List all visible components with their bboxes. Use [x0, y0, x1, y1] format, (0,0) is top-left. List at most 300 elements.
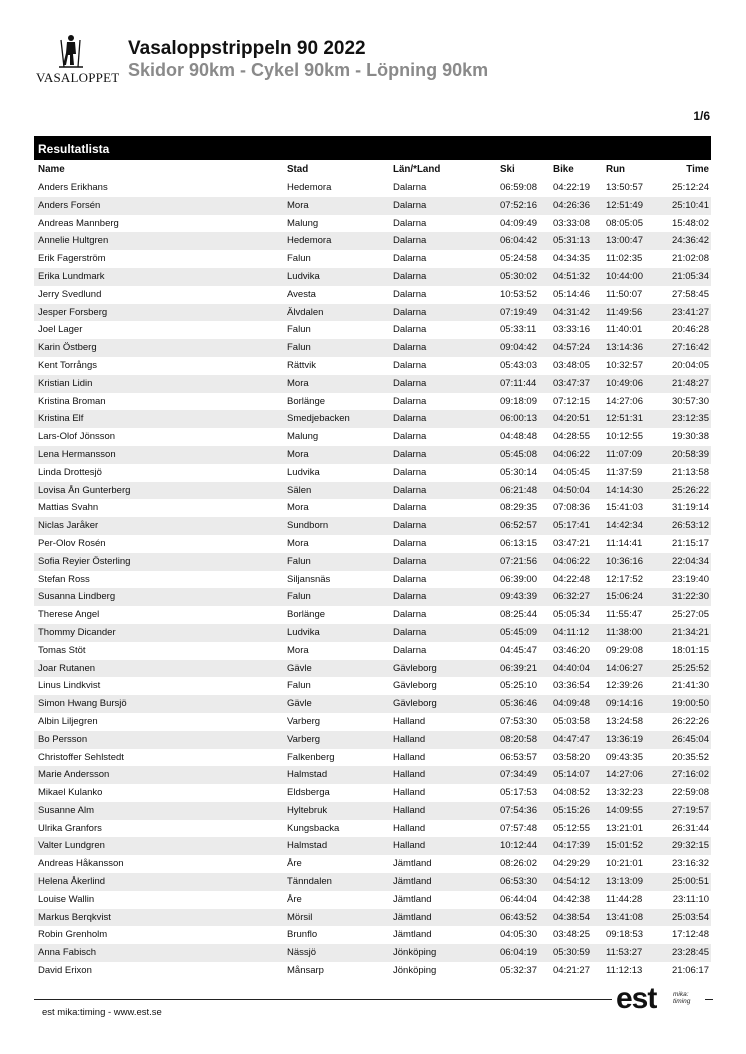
cell-ski: 04:09:49: [500, 217, 537, 229]
cell-time: 25:03:54: [672, 911, 709, 923]
cell-name: Simon Hwang Bursjö: [38, 698, 127, 710]
cell-time: 26:31:44: [672, 822, 709, 834]
cell-time: 21:05:34: [672, 270, 709, 282]
cell-bike: 04:29:29: [553, 858, 590, 870]
table-row: [34, 232, 711, 250]
cell-name: Joar Rutanen: [38, 662, 96, 674]
footer-divider: [34, 999, 612, 1000]
cell-name: Joel Lager: [38, 324, 83, 336]
cell-bike: 04:54:12: [553, 876, 590, 888]
cell-city: Avesta: [287, 288, 316, 300]
cell-region: Dalarna: [393, 502, 427, 514]
cell-run: 10:21:01: [606, 858, 643, 870]
mika-timing-logo: [673, 991, 690, 1005]
cell-run: 11:07:09: [606, 448, 643, 460]
cell-run: 08:05:05: [606, 217, 643, 229]
cell-name: Stefan Ross: [38, 573, 90, 585]
cell-time: 25:25:52: [672, 662, 709, 674]
cell-run: 14:06:27: [606, 662, 643, 674]
cell-city: Åre: [287, 893, 302, 905]
table-row: [34, 446, 711, 464]
cell-name: Linda Drottesjö: [38, 466, 102, 478]
cell-region: Jönköping: [393, 947, 437, 959]
table-row: [34, 944, 711, 962]
cell-name: Sofia Reyier Österling: [38, 555, 131, 567]
cell-ski: 07:21:56: [500, 555, 537, 567]
cell-time: 20:58:39: [672, 448, 709, 460]
cell-run: 13:24:58: [606, 715, 643, 727]
cell-bike: 04:20:51: [553, 413, 590, 425]
cell-time: 24:36:42: [672, 235, 709, 247]
cell-name: Karin Östberg: [38, 342, 97, 354]
skier-icon: [58, 34, 84, 68]
cell-run: 10:49:06: [606, 377, 643, 389]
cell-name: Susanna Lindberg: [38, 591, 116, 603]
timing-label: timing: [673, 998, 691, 1005]
cell-time: 21:02:08: [672, 253, 709, 265]
cell-name: Mattias Svahn: [38, 502, 99, 514]
logo-text: VASALOPPET: [36, 70, 120, 85]
cell-region: Halland: [393, 733, 426, 745]
page-subtitle: Skidor 90km - Cykel 90km - Löpning 90km: [128, 60, 489, 80]
cell-ski: 06:39:00: [500, 573, 537, 585]
table-row: [34, 410, 711, 428]
table-row: [34, 642, 711, 660]
col-city-header: Stad: [287, 164, 309, 175]
cell-region: Halland: [393, 840, 426, 852]
section-bar: Resultatlista: [34, 136, 711, 160]
cell-bike: 03:36:54: [553, 680, 590, 692]
cell-run: 11:44:28: [606, 893, 643, 905]
cell-ski: 05:43:03: [500, 359, 537, 371]
mika-label: mika:: [673, 991, 689, 998]
cell-region: Halland: [393, 751, 426, 763]
cell-city: Mora: [287, 502, 309, 514]
cell-run: 14:27:06: [606, 395, 643, 407]
cell-name: Niclas Jaråker: [38, 520, 99, 532]
cell-time: 23:19:40: [672, 573, 709, 585]
table-row: [34, 802, 711, 820]
cell-ski: 04:05:30: [500, 929, 537, 941]
cell-ski: 07:19:49: [500, 306, 537, 318]
cell-bike: 03:48:25: [553, 929, 590, 941]
cell-bike: 04:09:48: [553, 698, 590, 710]
cell-bike: 05:31:13: [553, 235, 590, 247]
cell-city: Mora: [287, 448, 309, 460]
cell-ski: 05:30:14: [500, 466, 537, 478]
cell-run: 11:50:07: [606, 288, 643, 300]
cell-name: Marie Andersson: [38, 769, 110, 781]
cell-region: Gävleborg: [393, 680, 437, 692]
cell-run: 09:43:35: [606, 751, 643, 763]
cell-region: Halland: [393, 769, 426, 781]
cell-region: Dalarna: [393, 324, 427, 336]
cell-run: 13:13:09: [606, 876, 643, 888]
cell-ski: 09:04:42: [500, 342, 537, 354]
cell-bike: 04:40:04: [553, 662, 590, 674]
cell-city: Älvdalen: [287, 306, 324, 318]
col-bike-header: Bike: [553, 164, 574, 175]
cell-city: Falun: [287, 324, 311, 336]
cell-ski: 09:43:39: [500, 591, 537, 603]
cell-city: Mora: [287, 199, 309, 211]
table-row: [34, 713, 711, 731]
cell-run: 10:44:00: [606, 270, 643, 282]
cell-city: Falkenberg: [287, 751, 335, 763]
table-row: [34, 749, 711, 767]
cell-time: 21:41:30: [672, 680, 709, 692]
cell-region: Dalarna: [393, 448, 427, 460]
cell-city: Falun: [287, 555, 311, 567]
cell-run: 11:37:59: [606, 466, 643, 478]
cell-ski: 07:54:36: [500, 804, 537, 816]
cell-region: Jämtland: [393, 911, 432, 923]
cell-city: Hedemora: [287, 182, 332, 193]
cell-city: Hyltebruk: [287, 804, 328, 816]
cell-name: Anders Erikhans: [38, 182, 108, 193]
table-row: [34, 339, 711, 357]
cell-run: 13:36:19: [606, 733, 643, 745]
cell-city: Smedjebacken: [287, 413, 350, 425]
cell-time: 17:12:48: [672, 929, 709, 941]
cell-name: Kristina Elf: [38, 413, 84, 425]
cell-time: 18:01:15: [672, 644, 709, 656]
cell-region: Dalarna: [393, 395, 427, 407]
cell-run: 12:39:26: [606, 680, 643, 692]
cell-time: 20:35:52: [672, 751, 709, 763]
cell-region: Dalarna: [393, 217, 427, 229]
cell-time: 20:46:28: [672, 324, 709, 336]
cell-bike: 04:50:04: [553, 484, 590, 496]
cell-city: Halmstad: [287, 840, 328, 852]
cell-bike: 04:06:22: [553, 555, 590, 567]
cell-city: Kungsbacka: [287, 822, 340, 834]
cell-city: Ludvika: [287, 626, 320, 638]
cell-city: Tänndalen: [287, 876, 332, 888]
cell-city: Ludvika: [287, 270, 320, 282]
cell-time: 21:15:17: [672, 537, 709, 549]
cell-time: 19:30:38: [672, 431, 709, 443]
cell-city: Siljansnäs: [287, 573, 331, 585]
cell-region: Jämtland: [393, 929, 432, 941]
cell-name: Anders Forsén: [38, 199, 101, 211]
table-row: [34, 962, 711, 980]
cell-run: 13:41:08: [606, 911, 643, 923]
cell-name: Lovisa Ån Gunterberg: [38, 484, 131, 496]
cell-ski: 06:53:30: [500, 876, 537, 888]
cell-ski: 06:52:57: [500, 520, 537, 532]
cell-run: 12:51:31: [606, 413, 643, 425]
table-row: [34, 464, 711, 482]
cell-ski: 06:04:19: [500, 947, 537, 959]
cell-region: Jämtland: [393, 876, 432, 888]
cell-region: Dalarna: [393, 270, 427, 282]
table-row: [34, 695, 711, 713]
cell-bike: 05:30:59: [553, 947, 590, 959]
cell-city: Eldsberga: [287, 787, 330, 799]
table-row: [34, 535, 711, 553]
cell-region: Dalarna: [393, 288, 427, 300]
cell-city: Borlänge: [287, 609, 326, 621]
cell-ski: 06:39:21: [500, 662, 537, 674]
cell-time: 29:32:15: [672, 840, 709, 852]
table-row: [34, 553, 711, 571]
cell-bike: 04:11:12: [553, 626, 590, 638]
cell-name: Lena Hermansson: [38, 448, 116, 460]
cell-name: Annelie Hultgren: [38, 235, 109, 247]
cell-city: Gävle: [287, 698, 312, 710]
cell-bike: 03:33:16: [553, 324, 590, 336]
cell-run: 10:36:16: [606, 555, 643, 567]
cell-ski: 04:45:47: [500, 644, 537, 656]
table-row: [34, 321, 711, 339]
cell-run: 12:51:49: [606, 199, 643, 211]
col-run-header: Run: [606, 164, 626, 175]
cell-bike: 04:26:36: [553, 199, 590, 211]
cell-city: Borlänge: [287, 395, 326, 407]
cell-run: 14:14:30: [606, 484, 643, 496]
table-row: [34, 179, 711, 197]
cell-bike: 05:14:07: [553, 769, 590, 781]
cell-region: Gävleborg: [393, 698, 437, 710]
cell-region: Dalarna: [393, 591, 427, 603]
cell-time: 21:06:17: [672, 965, 709, 977]
cell-name: Susanne Alm: [38, 804, 94, 816]
cell-city: Varberg: [287, 733, 321, 745]
table-row: [34, 499, 711, 517]
cell-region: Dalarna: [393, 520, 427, 532]
vasaloppet-logo: [34, 34, 120, 86]
cell-region: Dalarna: [393, 609, 427, 621]
cell-time: 25:12:24: [672, 182, 709, 193]
cell-name: Robin Grenholm: [38, 929, 108, 941]
cell-region: Halland: [393, 787, 426, 799]
cell-city: Åre: [287, 858, 302, 870]
cell-time: 23:28:45: [672, 947, 709, 959]
table-row: [34, 428, 711, 446]
cell-bike: 04:47:47: [553, 733, 590, 745]
footer-text: est mika:timing - www.est.se: [42, 1007, 162, 1018]
cell-bike: 03:58:20: [553, 751, 590, 763]
table-row: [34, 197, 711, 215]
cell-bike: 03:33:08: [553, 217, 590, 229]
cell-time: 26:22:26: [672, 715, 709, 727]
cell-name: Erika Lundmark: [38, 270, 105, 282]
cell-region: Gävleborg: [393, 662, 437, 674]
cell-region: Halland: [393, 822, 426, 834]
table-row: [34, 393, 711, 411]
cell-city: Malung: [287, 431, 319, 443]
cell-city: Falun: [287, 680, 311, 692]
cell-region: Dalarna: [393, 555, 427, 567]
table-row: [34, 766, 711, 784]
cell-time: 27:16:42: [672, 342, 709, 354]
cell-time: 27:19:57: [672, 804, 709, 816]
cell-bike: 04:28:55: [553, 431, 590, 443]
cell-run: 11:38:00: [606, 626, 643, 638]
cell-name: Albin Liljegren: [38, 715, 98, 727]
cell-bike: 05:03:58: [553, 715, 590, 727]
cell-region: Dalarna: [393, 644, 427, 656]
cell-time: 25:00:51: [672, 876, 709, 888]
cell-name: Kristian Lidin: [38, 377, 93, 389]
cell-name: Jerry Svedlund: [38, 288, 102, 300]
cell-region: Halland: [393, 804, 426, 816]
cell-ski: 05:30:02: [500, 270, 537, 282]
cell-region: Dalarna: [393, 182, 427, 193]
cell-ski: 08:20:58: [500, 733, 537, 745]
cell-name: Markus Berqkvist: [38, 911, 111, 923]
footer-divider-end: [705, 999, 713, 1000]
cell-ski: 05:25:10: [500, 680, 537, 692]
cell-region: Dalarna: [393, 431, 427, 443]
cell-bike: 03:47:37: [553, 377, 590, 389]
cell-name: Linus Lindkvist: [38, 680, 101, 692]
cell-time: 20:04:05: [672, 359, 709, 371]
cell-time: 31:22:30: [672, 591, 709, 603]
cell-name: Ulrika Granfors: [38, 822, 102, 834]
cell-name: Anna Fabisch: [38, 947, 97, 959]
cell-bike: 04:21:27: [553, 965, 590, 977]
cell-ski: 06:43:52: [500, 911, 537, 923]
cell-region: Dalarna: [393, 573, 427, 585]
table-row: [34, 482, 711, 500]
cell-run: 09:18:53: [606, 929, 643, 941]
cell-bike: 04:22:48: [553, 573, 590, 585]
cell-bike: 04:08:52: [553, 787, 590, 799]
table-row: [34, 855, 711, 873]
cell-run: 15:01:52: [606, 840, 643, 852]
cell-city: Ludvika: [287, 466, 320, 478]
cell-bike: 03:48:05: [553, 359, 590, 371]
table-row: [34, 624, 711, 642]
cell-name: Per-Olov Rosén: [38, 537, 106, 549]
table-row: [34, 731, 711, 749]
cell-bike: 05:05:34: [553, 609, 590, 621]
table-row: [34, 926, 711, 944]
cell-city: Rättvik: [287, 359, 317, 371]
cell-run: 10:12:55: [606, 431, 643, 443]
cell-name: David Erixon: [38, 965, 92, 977]
cell-ski: 08:29:35: [500, 502, 537, 514]
cell-time: 22:59:08: [672, 787, 709, 799]
cell-time: 25:10:41: [672, 199, 709, 211]
table-row: [34, 517, 711, 535]
cell-region: Dalarna: [393, 342, 427, 354]
cell-time: 21:48:27: [672, 377, 709, 389]
cell-time: 30:57:30: [672, 395, 709, 407]
table-row: [34, 606, 711, 624]
cell-ski: 06:59:08: [500, 182, 537, 193]
table-row: [34, 304, 711, 322]
cell-ski: 06:04:42: [500, 235, 537, 247]
cell-name: Kristina Broman: [38, 395, 106, 407]
cell-city: Falun: [287, 342, 311, 354]
cell-time: 26:45:04: [672, 733, 709, 745]
col-ski-header: Ski: [500, 164, 515, 175]
cell-region: Dalarna: [393, 359, 427, 371]
cell-bike: 04:22:19: [553, 182, 590, 193]
cell-time: 21:13:58: [672, 466, 709, 478]
est-logo: est: [616, 982, 657, 1015]
cell-region: Dalarna: [393, 537, 427, 549]
cell-city: Nässjö: [287, 947, 317, 959]
table-row: [34, 784, 711, 802]
cell-city: Varberg: [287, 715, 321, 727]
cell-ski: 05:17:53: [500, 787, 537, 799]
cell-city: Halmstad: [287, 769, 328, 781]
cell-name: Andreas Håkansson: [38, 858, 124, 870]
cell-city: Malung: [287, 217, 319, 229]
cell-region: Halland: [393, 715, 426, 727]
cell-run: 14:42:34: [606, 520, 643, 532]
cell-ski: 10:53:52: [500, 288, 537, 300]
table-row: [34, 588, 711, 606]
cell-name: Bo Persson: [38, 733, 88, 745]
cell-time: 22:04:34: [672, 555, 709, 567]
cell-time: 23:41:27: [672, 306, 709, 318]
cell-region: Dalarna: [393, 235, 427, 247]
cell-name: Thommy Dicander: [38, 626, 116, 638]
cell-ski: 09:18:09: [500, 395, 537, 407]
cell-region: Dalarna: [393, 199, 427, 211]
cell-ski: 06:13:15: [500, 537, 537, 549]
cell-city: Mora: [287, 377, 309, 389]
cell-bike: 05:17:41: [553, 520, 590, 532]
cell-name: Erik Fagerström: [38, 253, 106, 265]
cell-city: Mora: [287, 537, 309, 549]
cell-ski: 08:25:44: [500, 609, 537, 621]
cell-ski: 06:21:48: [500, 484, 537, 496]
table-row: [34, 357, 711, 375]
cell-bike: 04:05:45: [553, 466, 590, 478]
cell-run: 09:14:16: [606, 698, 643, 710]
cell-region: Dalarna: [393, 253, 427, 265]
cell-name: Andreas Mannberg: [38, 217, 119, 229]
cell-city: Falun: [287, 253, 311, 265]
cell-time: 27:58:45: [672, 288, 709, 300]
table-row: [34, 215, 711, 233]
cell-city: Sälen: [287, 484, 312, 496]
cell-run: 11:12:13: [606, 965, 643, 977]
cell-run: 11:49:56: [606, 306, 643, 318]
cell-ski: 04:48:48: [500, 431, 537, 443]
cell-bike: 04:42:38: [553, 893, 590, 905]
cell-time: 31:19:14: [672, 502, 709, 514]
cell-time: 23:16:32: [672, 858, 709, 870]
cell-region: Dalarna: [393, 466, 427, 478]
cell-run: 10:32:57: [606, 359, 643, 371]
cell-name: Valter Lundgren: [38, 840, 105, 852]
cell-ski: 06:53:57: [500, 751, 537, 763]
table-row: [34, 250, 711, 268]
cell-bike: 04:31:42: [553, 306, 590, 318]
table-row: [34, 268, 711, 286]
cell-name: Therese Angel: [38, 609, 100, 621]
cell-bike: 04:38:54: [553, 911, 590, 923]
page-title: Vasaloppstrippeln 90 2022: [128, 38, 366, 59]
cell-run: 13:50:57: [606, 182, 643, 193]
cell-bike: 07:08:36: [553, 502, 590, 514]
cell-name: Kent Torrångs: [38, 359, 97, 371]
cell-ski: 07:57:48: [500, 822, 537, 834]
cell-bike: 04:17:39: [553, 840, 590, 852]
table-row: [34, 909, 711, 927]
cell-ski: 07:52:16: [500, 199, 537, 211]
cell-run: 15:41:03: [606, 502, 643, 514]
cell-name: Christoffer Sehlstedt: [38, 751, 124, 763]
cell-city: Gävle: [287, 662, 312, 674]
